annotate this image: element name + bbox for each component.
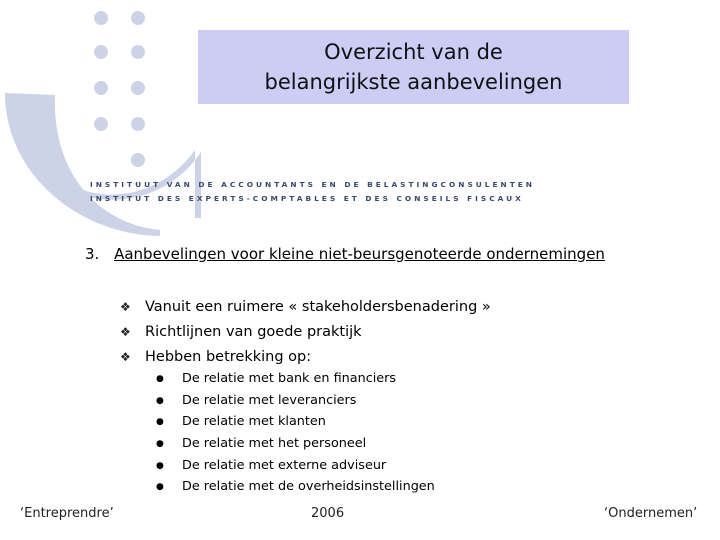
diamond-bullet-icon: ❖	[120, 300, 131, 314]
sub-item-label: De relatie met externe adviseur	[182, 457, 387, 473]
main-item-label: Richtlijnen van goede praktijk	[145, 324, 362, 340]
bullet-dot-icon: ●	[156, 395, 164, 406]
bullet-dot-icon: ●	[156, 482, 164, 493]
sub-list-item	[156, 435, 435, 457]
sub-item-label: De relatie met leveranciers	[182, 392, 357, 408]
institute-name-dutch: INSTITUUT VAN DE ACCOUNTANTS EN DE BELASTINGCONSULENTEN	[90, 180, 535, 189]
section-number: 3.	[85, 245, 100, 263]
bullet-dot-icon: ●	[156, 439, 164, 450]
main-list	[120, 298, 491, 373]
bullet-dot-icon: ●	[156, 417, 164, 428]
bullet-dot-icon: ●	[156, 374, 164, 384]
diamond-bullet-icon: ❖	[120, 325, 131, 339]
footer-right: ‘Ondernemen’	[604, 506, 698, 521]
title-line-2: belangrijkste aanbevelingen	[264, 70, 563, 94]
footer-left: ‘Entreprendre’	[20, 506, 114, 521]
main-list-item	[120, 323, 491, 348]
footer-year: 2006	[311, 506, 345, 521]
sub-item-label: De relatie met bank en financiers	[182, 371, 397, 386]
section-title: Aanbevelingen voor kleine niet-beursgenoteerde ondernemingen	[114, 245, 605, 263]
sub-item-label: De relatie met de overheidsinstellingen	[182, 479, 435, 495]
diamond-bullet-icon: ❖	[120, 350, 131, 364]
sub-list-item	[156, 457, 435, 479]
section-heading	[85, 245, 605, 263]
title-line-1: Overzicht van de	[324, 40, 503, 64]
sub-item-label: De relatie met klanten	[182, 414, 326, 430]
sub-list	[156, 370, 435, 500]
title-box	[198, 30, 629, 104]
main-item-label: Hebben betrekking op:	[145, 349, 312, 365]
bullet-dot-icon: ●	[156, 460, 164, 471]
institute-name-french: INSTITUT DES EXPERTS-COMPTABLES ET DES CONSEILS FISCAUX	[90, 194, 524, 203]
sub-item-label: De relatie met het personeel	[182, 436, 367, 452]
sub-list-item	[156, 392, 435, 414]
main-item-label: Vanuit een ruimere « stakeholdersbenadering »	[145, 299, 491, 315]
logo-dots	[94, 11, 145, 167]
sub-list-item	[156, 478, 435, 500]
sub-list-item	[156, 370, 435, 392]
main-list-item	[120, 298, 491, 323]
sub-list-item	[156, 413, 435, 435]
